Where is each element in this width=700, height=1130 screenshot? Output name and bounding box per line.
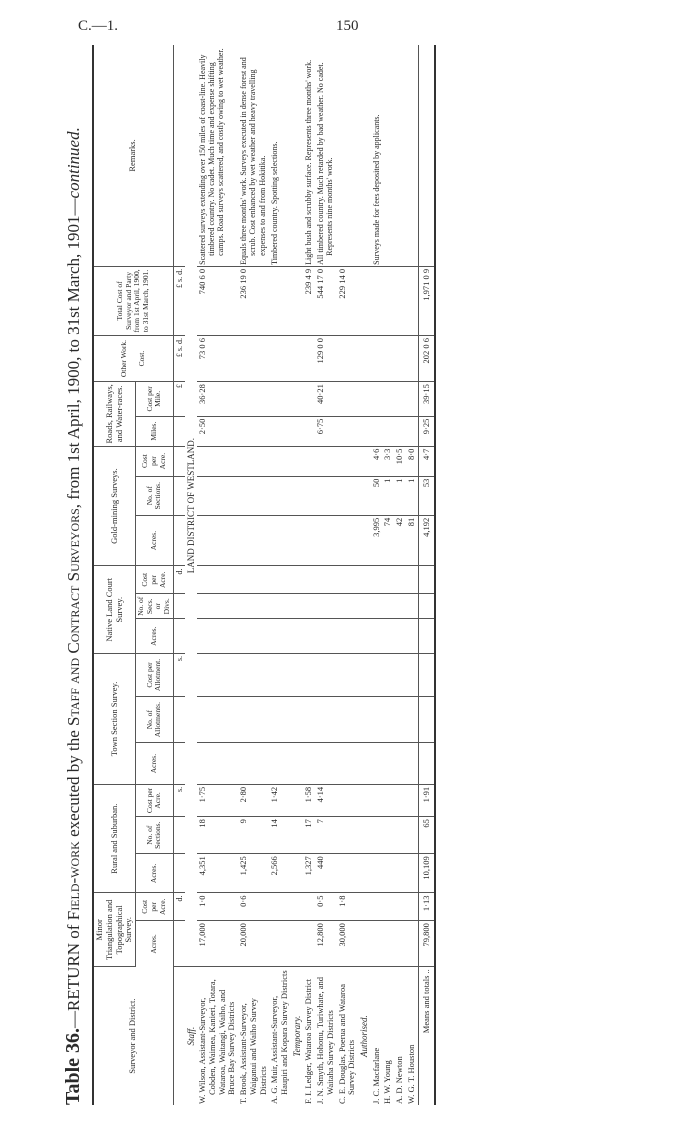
cell: 4·7 bbox=[418, 446, 435, 476]
sub-native-cost: Cost per Acre. bbox=[136, 566, 174, 594]
cell bbox=[371, 382, 383, 417]
cell: 39·15 bbox=[418, 382, 435, 417]
surveyor-name: C. E. Douglas, Poerua and Wataroa Survey Districts bbox=[336, 983, 357, 1104]
cell bbox=[394, 382, 406, 417]
cell bbox=[303, 594, 315, 619]
cell bbox=[197, 743, 238, 784]
surveyor-name: W. Wilson, Assistant-Surveyor, Cobden, Waimea, Kanieri, Totara, Wataroa, Waitangi, Waiho, and Bruce Bay Survey Districts bbox=[197, 979, 237, 1104]
title-staff-contract: Staff and Contract Surveyors bbox=[64, 508, 83, 726]
surveyor-name: A. D. Newton bbox=[394, 1056, 405, 1104]
cell bbox=[303, 416, 315, 446]
cell bbox=[315, 446, 337, 476]
remarks-cell bbox=[406, 45, 418, 266]
cell bbox=[238, 566, 269, 594]
header-gold-mining: Gold-mining Surveys. bbox=[93, 446, 136, 566]
cell bbox=[406, 817, 418, 854]
table-row bbox=[197, 45, 238, 1105]
table-number: Table 36. bbox=[62, 1027, 84, 1105]
totals-label: Means and totals .. bbox=[418, 967, 435, 1105]
cell: 9 bbox=[238, 817, 269, 854]
cell bbox=[371, 416, 383, 446]
cell: 2·50 bbox=[197, 416, 238, 446]
cell bbox=[406, 854, 418, 893]
sub-gold-cost: Cost per Acre. bbox=[136, 446, 174, 476]
cell bbox=[382, 817, 394, 854]
cell: 1 bbox=[382, 476, 394, 515]
cell bbox=[337, 817, 359, 854]
cell bbox=[382, 619, 394, 654]
cell: 42 bbox=[394, 515, 406, 566]
cell: 4,351 bbox=[197, 854, 238, 893]
cell bbox=[337, 854, 359, 893]
surveyor-name: J. N. Smyth, Hohonu, Turiwhate, and Waitaha Survey Districts bbox=[315, 976, 335, 1104]
cell bbox=[238, 336, 269, 382]
cell bbox=[382, 893, 394, 921]
cell: 18 bbox=[197, 817, 238, 854]
cell bbox=[269, 743, 291, 784]
header-minor-triangulation: Minor Triangulation and Topographical Survey. bbox=[93, 893, 136, 967]
cell bbox=[315, 654, 337, 697]
cell bbox=[406, 696, 418, 742]
cell bbox=[337, 696, 359, 742]
cell: 202 0 6 bbox=[418, 336, 435, 382]
cell: 1·91 bbox=[418, 784, 435, 816]
cell bbox=[197, 696, 238, 742]
cell: 12,800 bbox=[315, 921, 337, 967]
cell bbox=[197, 594, 238, 619]
sub-minor-acres: Acres. bbox=[136, 921, 174, 967]
sub-native-acres: Acres. bbox=[136, 619, 174, 654]
cell: 2,566 bbox=[269, 854, 291, 893]
unit-other-lsd: £ s. d. bbox=[173, 336, 185, 382]
cell bbox=[303, 515, 315, 566]
cell bbox=[337, 743, 359, 784]
cell: 1,971 0 9 bbox=[418, 266, 435, 335]
cell bbox=[406, 619, 418, 654]
cell bbox=[315, 515, 337, 566]
cell bbox=[315, 566, 337, 594]
cell bbox=[406, 594, 418, 619]
cell bbox=[406, 566, 418, 594]
cell bbox=[238, 594, 269, 619]
cell: 81 bbox=[406, 515, 418, 566]
title-part-2: executed by the bbox=[64, 725, 83, 842]
cell bbox=[269, 416, 291, 446]
cell bbox=[382, 743, 394, 784]
cell bbox=[197, 654, 238, 697]
cell bbox=[303, 921, 315, 967]
cell: 17,000 bbox=[197, 921, 238, 967]
table-row bbox=[394, 45, 406, 1105]
cell bbox=[337, 619, 359, 654]
cell bbox=[197, 566, 238, 594]
cell bbox=[394, 854, 406, 893]
land-district-label: LAND DISTRICT OF WESTLAND. bbox=[185, 45, 197, 967]
unit-minor-d: d. bbox=[173, 893, 185, 921]
cell: 0·5 bbox=[315, 893, 337, 921]
cell bbox=[382, 854, 394, 893]
cell bbox=[337, 654, 359, 697]
header-other-work: Other Work. bbox=[119, 339, 129, 378]
sub-town-cost: Cost per Allotment. bbox=[136, 654, 174, 697]
cell bbox=[371, 696, 383, 742]
sub-native-secs: No. of Secs. or Divs. bbox=[136, 594, 174, 619]
rotated-table-block bbox=[62, 45, 622, 1105]
cell: 10,109 bbox=[418, 854, 435, 893]
cell bbox=[303, 382, 315, 417]
cell bbox=[394, 594, 406, 619]
cell bbox=[394, 619, 406, 654]
section-label: Authorised. bbox=[359, 1015, 370, 1057]
table-row bbox=[238, 45, 269, 1105]
cell bbox=[337, 566, 359, 594]
cell bbox=[371, 854, 383, 893]
cell bbox=[382, 921, 394, 967]
cell: 36·28 bbox=[197, 382, 238, 417]
cell bbox=[269, 336, 291, 382]
sub-rural-cost: Cost per Acre. bbox=[136, 784, 174, 816]
cell bbox=[371, 619, 383, 654]
cell bbox=[394, 654, 406, 697]
cell bbox=[337, 594, 359, 619]
unit-total-lsd: £ s. d. bbox=[173, 266, 185, 335]
header-surveyor-district: Surveyor and District. bbox=[93, 967, 173, 1105]
cell bbox=[238, 416, 269, 446]
remarks-cell: Light bush and scrubby surface. Represents three months' work. bbox=[303, 45, 315, 266]
cell bbox=[371, 817, 383, 854]
cell bbox=[269, 893, 291, 921]
cell bbox=[269, 921, 291, 967]
sub-town-allotments: No. of Allotments. bbox=[136, 696, 174, 742]
cell: 65 bbox=[418, 817, 435, 854]
section-label: Temporary. bbox=[291, 1015, 302, 1057]
section-staff bbox=[185, 45, 197, 1105]
title-field-work: Field-work bbox=[64, 841, 83, 921]
page-number: 150 bbox=[336, 18, 359, 34]
cell: 4·14 bbox=[315, 784, 337, 816]
cell bbox=[371, 893, 383, 921]
cell: 17 bbox=[303, 817, 315, 854]
cell bbox=[406, 416, 418, 446]
cell bbox=[337, 784, 359, 816]
cell bbox=[315, 696, 337, 742]
cell bbox=[303, 743, 315, 784]
title-part-3: , from 1st April, 1900, to 31st March, 1901— bbox=[64, 198, 83, 509]
cell bbox=[394, 817, 406, 854]
cell: 40·21 bbox=[315, 382, 337, 417]
cell: 14 bbox=[269, 817, 291, 854]
cell: 2·80 bbox=[238, 784, 269, 816]
cell bbox=[269, 446, 291, 476]
cell bbox=[382, 594, 394, 619]
cell bbox=[394, 336, 406, 382]
cell bbox=[371, 336, 383, 382]
cell bbox=[303, 696, 315, 742]
cell: 1,327 bbox=[303, 854, 315, 893]
header-town-section: Town Section Survey. bbox=[93, 654, 136, 785]
cell bbox=[269, 266, 291, 335]
cell bbox=[269, 515, 291, 566]
sub-gold-acres: Acres. bbox=[136, 515, 174, 566]
cell: 4,192 bbox=[418, 515, 435, 566]
cell bbox=[406, 743, 418, 784]
cell: 9·25 bbox=[418, 416, 435, 446]
cell bbox=[315, 594, 337, 619]
remarks-cell bbox=[337, 45, 359, 266]
cell bbox=[394, 893, 406, 921]
sub-town-acres: Acres. bbox=[136, 743, 174, 784]
cell bbox=[394, 743, 406, 784]
cell bbox=[371, 921, 383, 967]
cell: 79,800 bbox=[418, 921, 435, 967]
cell bbox=[303, 446, 315, 476]
cell: 7 bbox=[315, 817, 337, 854]
cell bbox=[394, 784, 406, 816]
cell bbox=[382, 654, 394, 697]
cell: 740 6 0 bbox=[197, 266, 238, 335]
cell bbox=[269, 566, 291, 594]
cell bbox=[315, 743, 337, 784]
sub-rural-sections: No. of Sections. bbox=[136, 817, 174, 854]
cell bbox=[382, 696, 394, 742]
unit-roads-pound: £ bbox=[173, 382, 185, 417]
cell: 53 bbox=[418, 476, 435, 515]
unit-native-d: d. bbox=[173, 566, 185, 594]
header-total-cost: Total Cost of Surveyor and Party from 1st April, 1900, to 31st March, 1901. bbox=[93, 266, 173, 335]
cell bbox=[197, 515, 238, 566]
cell bbox=[382, 416, 394, 446]
cell bbox=[406, 266, 418, 335]
unit-town-s: s. bbox=[173, 654, 185, 697]
cell: 1·8 bbox=[337, 893, 359, 921]
cell bbox=[238, 382, 269, 417]
header-cost: Cost. bbox=[136, 350, 146, 367]
cell bbox=[238, 743, 269, 784]
cell: 236 19 0 bbox=[238, 266, 269, 335]
table-row bbox=[382, 45, 394, 1105]
cell bbox=[197, 476, 238, 515]
header-roads-railways: Roads, Railways, and Water-races. bbox=[93, 382, 136, 447]
surveyor-name: J. C. Macfarlane bbox=[370, 1047, 381, 1104]
cell bbox=[303, 336, 315, 382]
cell bbox=[303, 566, 315, 594]
remarks-cell: Surveys made for fees deposited by applicants. bbox=[371, 45, 383, 266]
table-row bbox=[371, 45, 383, 1105]
cell bbox=[315, 619, 337, 654]
cell: 229 14 0 bbox=[337, 266, 359, 335]
cell: 30,000 bbox=[337, 921, 359, 967]
cell bbox=[371, 266, 383, 335]
cell bbox=[269, 654, 291, 697]
cell bbox=[337, 336, 359, 382]
sub-rural-acres: Acres. bbox=[136, 854, 174, 893]
cell: 6·75 bbox=[315, 416, 337, 446]
remarks-cell: Equals three months' work. Surveys executed in dense forest and scrub. Cost enhanced by wet weather and heavy travelling expenses to and from Hokitika. bbox=[238, 45, 269, 266]
cell bbox=[303, 893, 315, 921]
cell: 50 bbox=[371, 476, 383, 515]
cell bbox=[382, 266, 394, 335]
cell bbox=[238, 476, 269, 515]
cell: 1·0 bbox=[197, 893, 238, 921]
cell: 1·13 bbox=[418, 893, 435, 921]
cell bbox=[303, 476, 315, 515]
cell bbox=[382, 566, 394, 594]
cell bbox=[269, 476, 291, 515]
cell bbox=[337, 382, 359, 417]
cell bbox=[269, 382, 291, 417]
cell: 129 0 0 bbox=[315, 336, 337, 382]
cell bbox=[238, 654, 269, 697]
cell bbox=[394, 921, 406, 967]
cell: 8·0 bbox=[406, 446, 418, 476]
document-code: C.—1. bbox=[78, 18, 119, 34]
cell: 3·3 bbox=[382, 446, 394, 476]
cell bbox=[371, 654, 383, 697]
cell bbox=[382, 784, 394, 816]
cell bbox=[197, 619, 238, 654]
table-row bbox=[406, 45, 418, 1105]
cell bbox=[337, 515, 359, 566]
cell: 1·42 bbox=[269, 784, 291, 816]
cell: 1 bbox=[406, 476, 418, 515]
cell bbox=[371, 784, 383, 816]
header-rural-suburban: Rural and Suburban. bbox=[93, 784, 136, 893]
header-remarks: Remarks. bbox=[93, 45, 173, 266]
section-authorised bbox=[358, 45, 370, 1105]
cell bbox=[406, 654, 418, 697]
surveyor-name: A. G. Muir, Assistant-Surveyor, Haupiri and Kopara Survey Districts bbox=[269, 970, 290, 1104]
cell bbox=[269, 594, 291, 619]
cell: 544 17 0 bbox=[315, 266, 337, 335]
header-native-land-court: Native Land Court Survey. bbox=[93, 566, 136, 654]
totals-row bbox=[418, 45, 435, 1105]
cell: 0·6 bbox=[238, 893, 269, 921]
cell bbox=[269, 696, 291, 742]
remarks-cell: Scattered surveys extending over 150 miles of coast-line. Heavily timbered country. No cadet. Much time and expense shifting camps. Road surveys scattered, and costly owing to wet weather. bbox=[197, 45, 238, 266]
cell: 440 bbox=[315, 854, 337, 893]
sub-minor-cost: Cost per Acre. bbox=[136, 893, 174, 921]
cell bbox=[382, 382, 394, 417]
cell: 10·5 bbox=[394, 446, 406, 476]
cell: 1 bbox=[394, 476, 406, 515]
surveyor-name: T. Brook, Assistant-Surveyor, Waiganui and Waiho Survey Districts bbox=[238, 998, 268, 1104]
cell bbox=[394, 566, 406, 594]
cell bbox=[371, 566, 383, 594]
surveyor-name: F. I. Ledger, Wataroa Survey District bbox=[303, 978, 314, 1104]
surveyor-name: W. G. T. Houston bbox=[405, 1044, 416, 1104]
cell bbox=[406, 336, 418, 382]
cell: 1·58 bbox=[303, 784, 315, 816]
cell bbox=[238, 515, 269, 566]
cell bbox=[371, 594, 383, 619]
remarks-cell: Timbered country. Spotting selections. bbox=[269, 45, 291, 266]
remarks-cell bbox=[394, 45, 406, 266]
cell: 74 bbox=[382, 515, 394, 566]
cell: 4·6 bbox=[371, 446, 383, 476]
cell bbox=[382, 336, 394, 382]
unit-rural-s: s. bbox=[173, 784, 185, 816]
cell: 3,995 bbox=[371, 515, 383, 566]
cell bbox=[406, 784, 418, 816]
cell: 1,425 bbox=[238, 854, 269, 893]
sub-roads-miles: Miles. bbox=[136, 416, 174, 446]
title-continued: continued. bbox=[64, 127, 83, 199]
cell bbox=[238, 619, 269, 654]
table-row bbox=[337, 45, 359, 1105]
table-row bbox=[303, 45, 315, 1105]
cell bbox=[337, 416, 359, 446]
cell: 239 4 9 bbox=[303, 266, 315, 335]
cell bbox=[238, 696, 269, 742]
field-work-table bbox=[92, 45, 436, 1105]
cell bbox=[197, 446, 238, 476]
table-row bbox=[269, 45, 291, 1105]
cell bbox=[371, 743, 383, 784]
table-title bbox=[62, 45, 85, 1105]
cell bbox=[337, 446, 359, 476]
remarks-cell: All timbered country. Much retarded by bad weather. No cadet. Represents nine months' work. bbox=[315, 45, 337, 266]
cell bbox=[394, 266, 406, 335]
cell bbox=[406, 382, 418, 417]
cell: 73 0 6 bbox=[197, 336, 238, 382]
section-temporary bbox=[291, 45, 303, 1105]
cell bbox=[303, 619, 315, 654]
sub-roads-cost: Cost per Mile. bbox=[136, 382, 174, 417]
cell bbox=[315, 476, 337, 515]
units-row bbox=[173, 45, 185, 1105]
surveyor-name: H. W. Young bbox=[382, 1060, 393, 1104]
cell: 1·75 bbox=[197, 784, 238, 816]
section-label: Staff. bbox=[185, 1026, 196, 1046]
sub-gold-sections: No. of Sections. bbox=[136, 476, 174, 515]
cell bbox=[394, 416, 406, 446]
remarks-cell bbox=[382, 45, 394, 266]
cell bbox=[303, 654, 315, 697]
header-other-cost bbox=[93, 336, 173, 382]
cell bbox=[337, 476, 359, 515]
cell bbox=[406, 893, 418, 921]
cell: 20,000 bbox=[238, 921, 269, 967]
cell bbox=[269, 619, 291, 654]
cell bbox=[406, 921, 418, 967]
cell bbox=[238, 446, 269, 476]
title-part-1: —RETURN of bbox=[64, 920, 83, 1028]
table-row bbox=[315, 45, 337, 1105]
cell bbox=[394, 696, 406, 742]
